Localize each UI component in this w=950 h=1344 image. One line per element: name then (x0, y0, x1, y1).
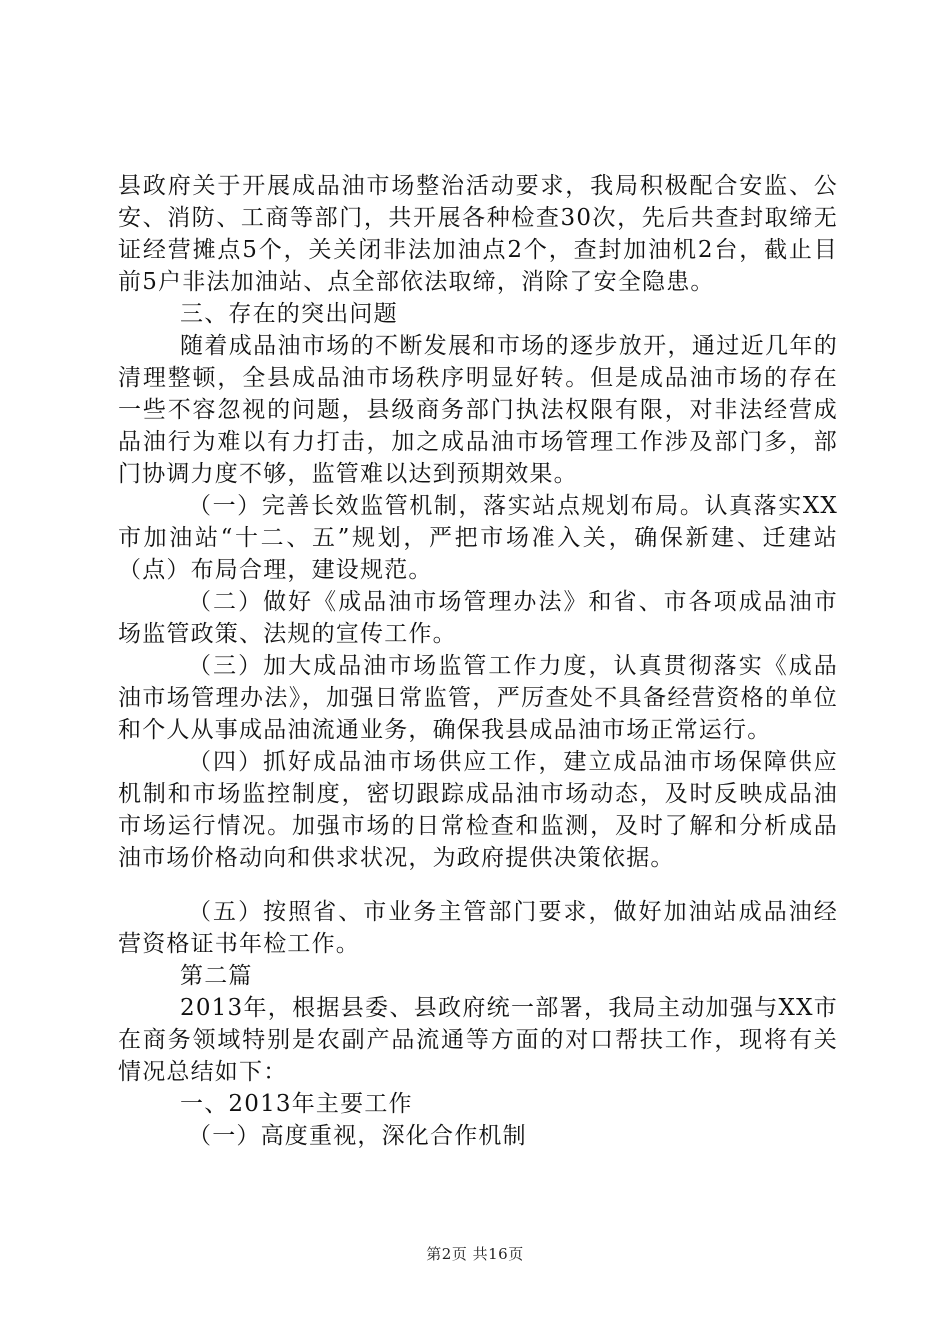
paragraph-item-2: （二）做好《成品油市场管理办法》和省、市各项成品油市场监管政策、法规的宣传工作。 (118, 589, 838, 647)
page-number-footer: 第2页 共16页 (426, 1245, 524, 1263)
section-heading-3: 三、存在的突出问题 (180, 301, 398, 327)
document-body (118, 170, 838, 1152)
subsection-heading-1: （一）高度重视，深化合作机制 (188, 1123, 527, 1149)
paragraph-item-5: （五）按照省、市业务主管部门要求，做好加油站成品油经营资格证书年检工作。 (118, 899, 838, 957)
section-heading-1: 一、2013年主要工作 (180, 1091, 413, 1117)
chapter-heading: 第二篇 (180, 963, 253, 989)
paragraph-intro: 2013年，根据县委、县政府统一部署，我局主动加强与XX市在商务领域特别是农副产品流通等方面的对口帮扶工作，现将有关情况总结如下： (118, 995, 838, 1085)
paragraph-continuation: 县政府关于开展成品油市场整治活动要求，我局积极配合安监、公安、消防、工商等部门，共开展各种检查30次，先后共查封取缔无证经营摊点5个，关关闭非法加油点2个，查封加油机2台，截止目前5户非法加油站、点全部依法取缔，消除了安全隐患。 (118, 173, 838, 295)
paragraph-item-1: （一）完善长效监管机制，落实站点规划布局。认真落实XX市加油站“十二、五”规划，严把市场准入关，确保新建、迁建站（点）布局合理，建设规范。 (118, 493, 838, 583)
paragraph-item-4: （四）抓好成品油市场供应工作，建立成品油市场保障供应机制和市场监控制度，密切跟踪成品油市场动态，及时反映成品油市场运行情况。加强市场的日常检查和监测，及时了解和分析成品油市场价格动向和供求状况，为政府提供决策依据。 (118, 749, 838, 871)
paragraph-problems: 随着成品油市场的不断发展和市场的逐步放开，通过近几年的清理整顿，全县成品油市场秩序明显好转。但是成品油市场的存在一些不容忽视的问题，县级商务部门执法权限有限，对非法经营成品油行为难以有力打击，加之成品油市场管理工作涉及部门多，部门协调力度不够，监管难以达到预期效果。 (118, 333, 838, 487)
paragraph-item-3: （三）加大成品油市场监管工作力度，认真贯彻落实《成品油市场管理办法》，加强日常监管，严厉查处不具备经营资格的单位和个人从事成品油流通业务，确保我县成品油市场正常运行。 (118, 653, 838, 743)
